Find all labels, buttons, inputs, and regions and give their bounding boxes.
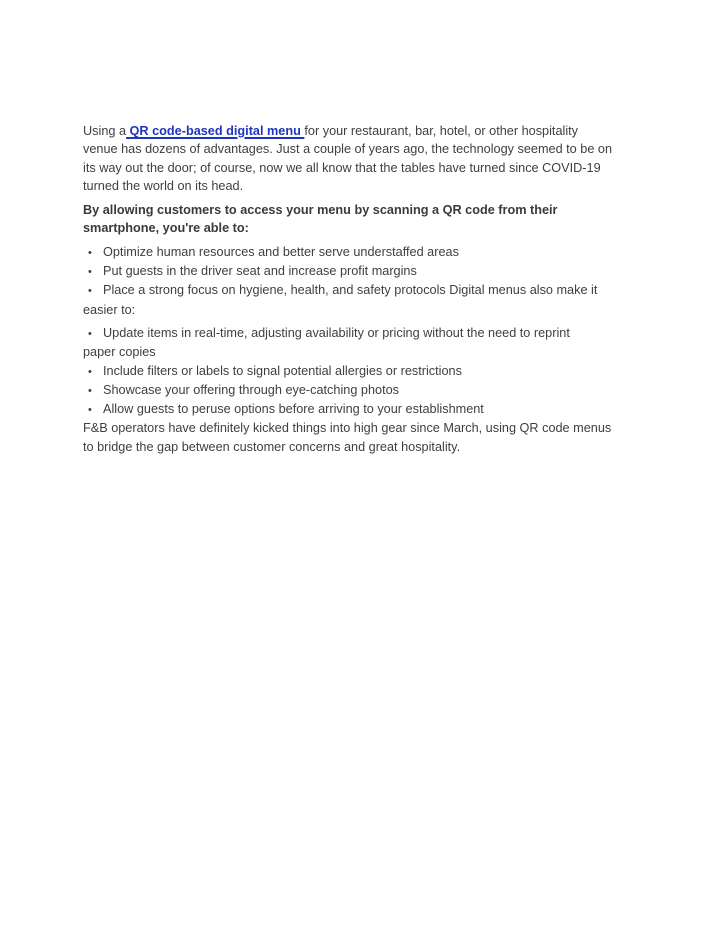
list-item bbox=[83, 262, 668, 281]
text-line bbox=[83, 122, 668, 140]
intro-text-before-link: Using a bbox=[83, 124, 127, 138]
bullet-icon: • bbox=[88, 246, 92, 259]
list-item-text: Optimize human resources and better serve understaffed areas bbox=[103, 244, 459, 259]
list-item bbox=[83, 243, 668, 262]
bullet-icon: • bbox=[88, 404, 92, 417]
list-item-text: Allow guests to peruse options before arriving to your establishment bbox=[103, 402, 484, 417]
bullet-icon: • bbox=[88, 365, 92, 378]
subhead-line: By allowing customers to access your menu by scanning a QR code from their bbox=[83, 203, 558, 218]
closing-paragraph bbox=[83, 419, 668, 456]
benefits-list bbox=[83, 243, 668, 319]
bullet-icon: • bbox=[88, 266, 92, 279]
text-line: venue has dozens of advantages. Just a couple of years ago, the technology seemed to be on bbox=[83, 142, 613, 157]
intro-paragraph bbox=[83, 122, 668, 195]
text-line: its way out the door; of course, now we all know that the tables have turned since COVID-19 bbox=[83, 160, 601, 175]
bullet-icon: • bbox=[88, 327, 92, 340]
list-item bbox=[83, 281, 668, 300]
list-item-text: Update items in real-time, adjusting availability or pricing without the need to reprint bbox=[103, 325, 570, 340]
text-line: turned the world on its head. bbox=[83, 178, 244, 193]
list-item bbox=[83, 400, 668, 419]
bullet-icon: • bbox=[88, 384, 92, 397]
list-item bbox=[83, 362, 668, 381]
bullet-icon: • bbox=[88, 285, 92, 298]
subhead-line: smartphone, you're able to: bbox=[83, 221, 249, 236]
list-item-text: Put guests in the driver seat and increase profit margins bbox=[103, 264, 417, 279]
qr-code-menu-link[interactable]: QR code-based digital menu bbox=[126, 124, 305, 138]
list-item-text: Include filters or labels to signal potential allergies or restrictions bbox=[103, 363, 462, 378]
intro-text-after-link: for your restaurant, bar, hotel, or other hospitality bbox=[304, 124, 579, 138]
list-item-continuation: paper copies bbox=[83, 345, 156, 360]
subhead-paragraph bbox=[83, 201, 668, 238]
list-item-continuation: easier to: bbox=[83, 302, 136, 317]
text-line: F&B operators have definitely kicked things into high gear since March, using QR code menus bbox=[83, 421, 612, 436]
article-body bbox=[83, 122, 668, 456]
features-list bbox=[83, 324, 668, 419]
list-item bbox=[83, 324, 668, 343]
list-item bbox=[83, 381, 668, 400]
list-item-text: Place a strong focus on hygiene, health, and safety protocols Digital menus also make it bbox=[103, 283, 598, 298]
list-item-text: Showcase your offering through eye-catching photos bbox=[103, 382, 399, 397]
text-line: to bridge the gap between customer concerns and great hospitality. bbox=[83, 439, 461, 454]
